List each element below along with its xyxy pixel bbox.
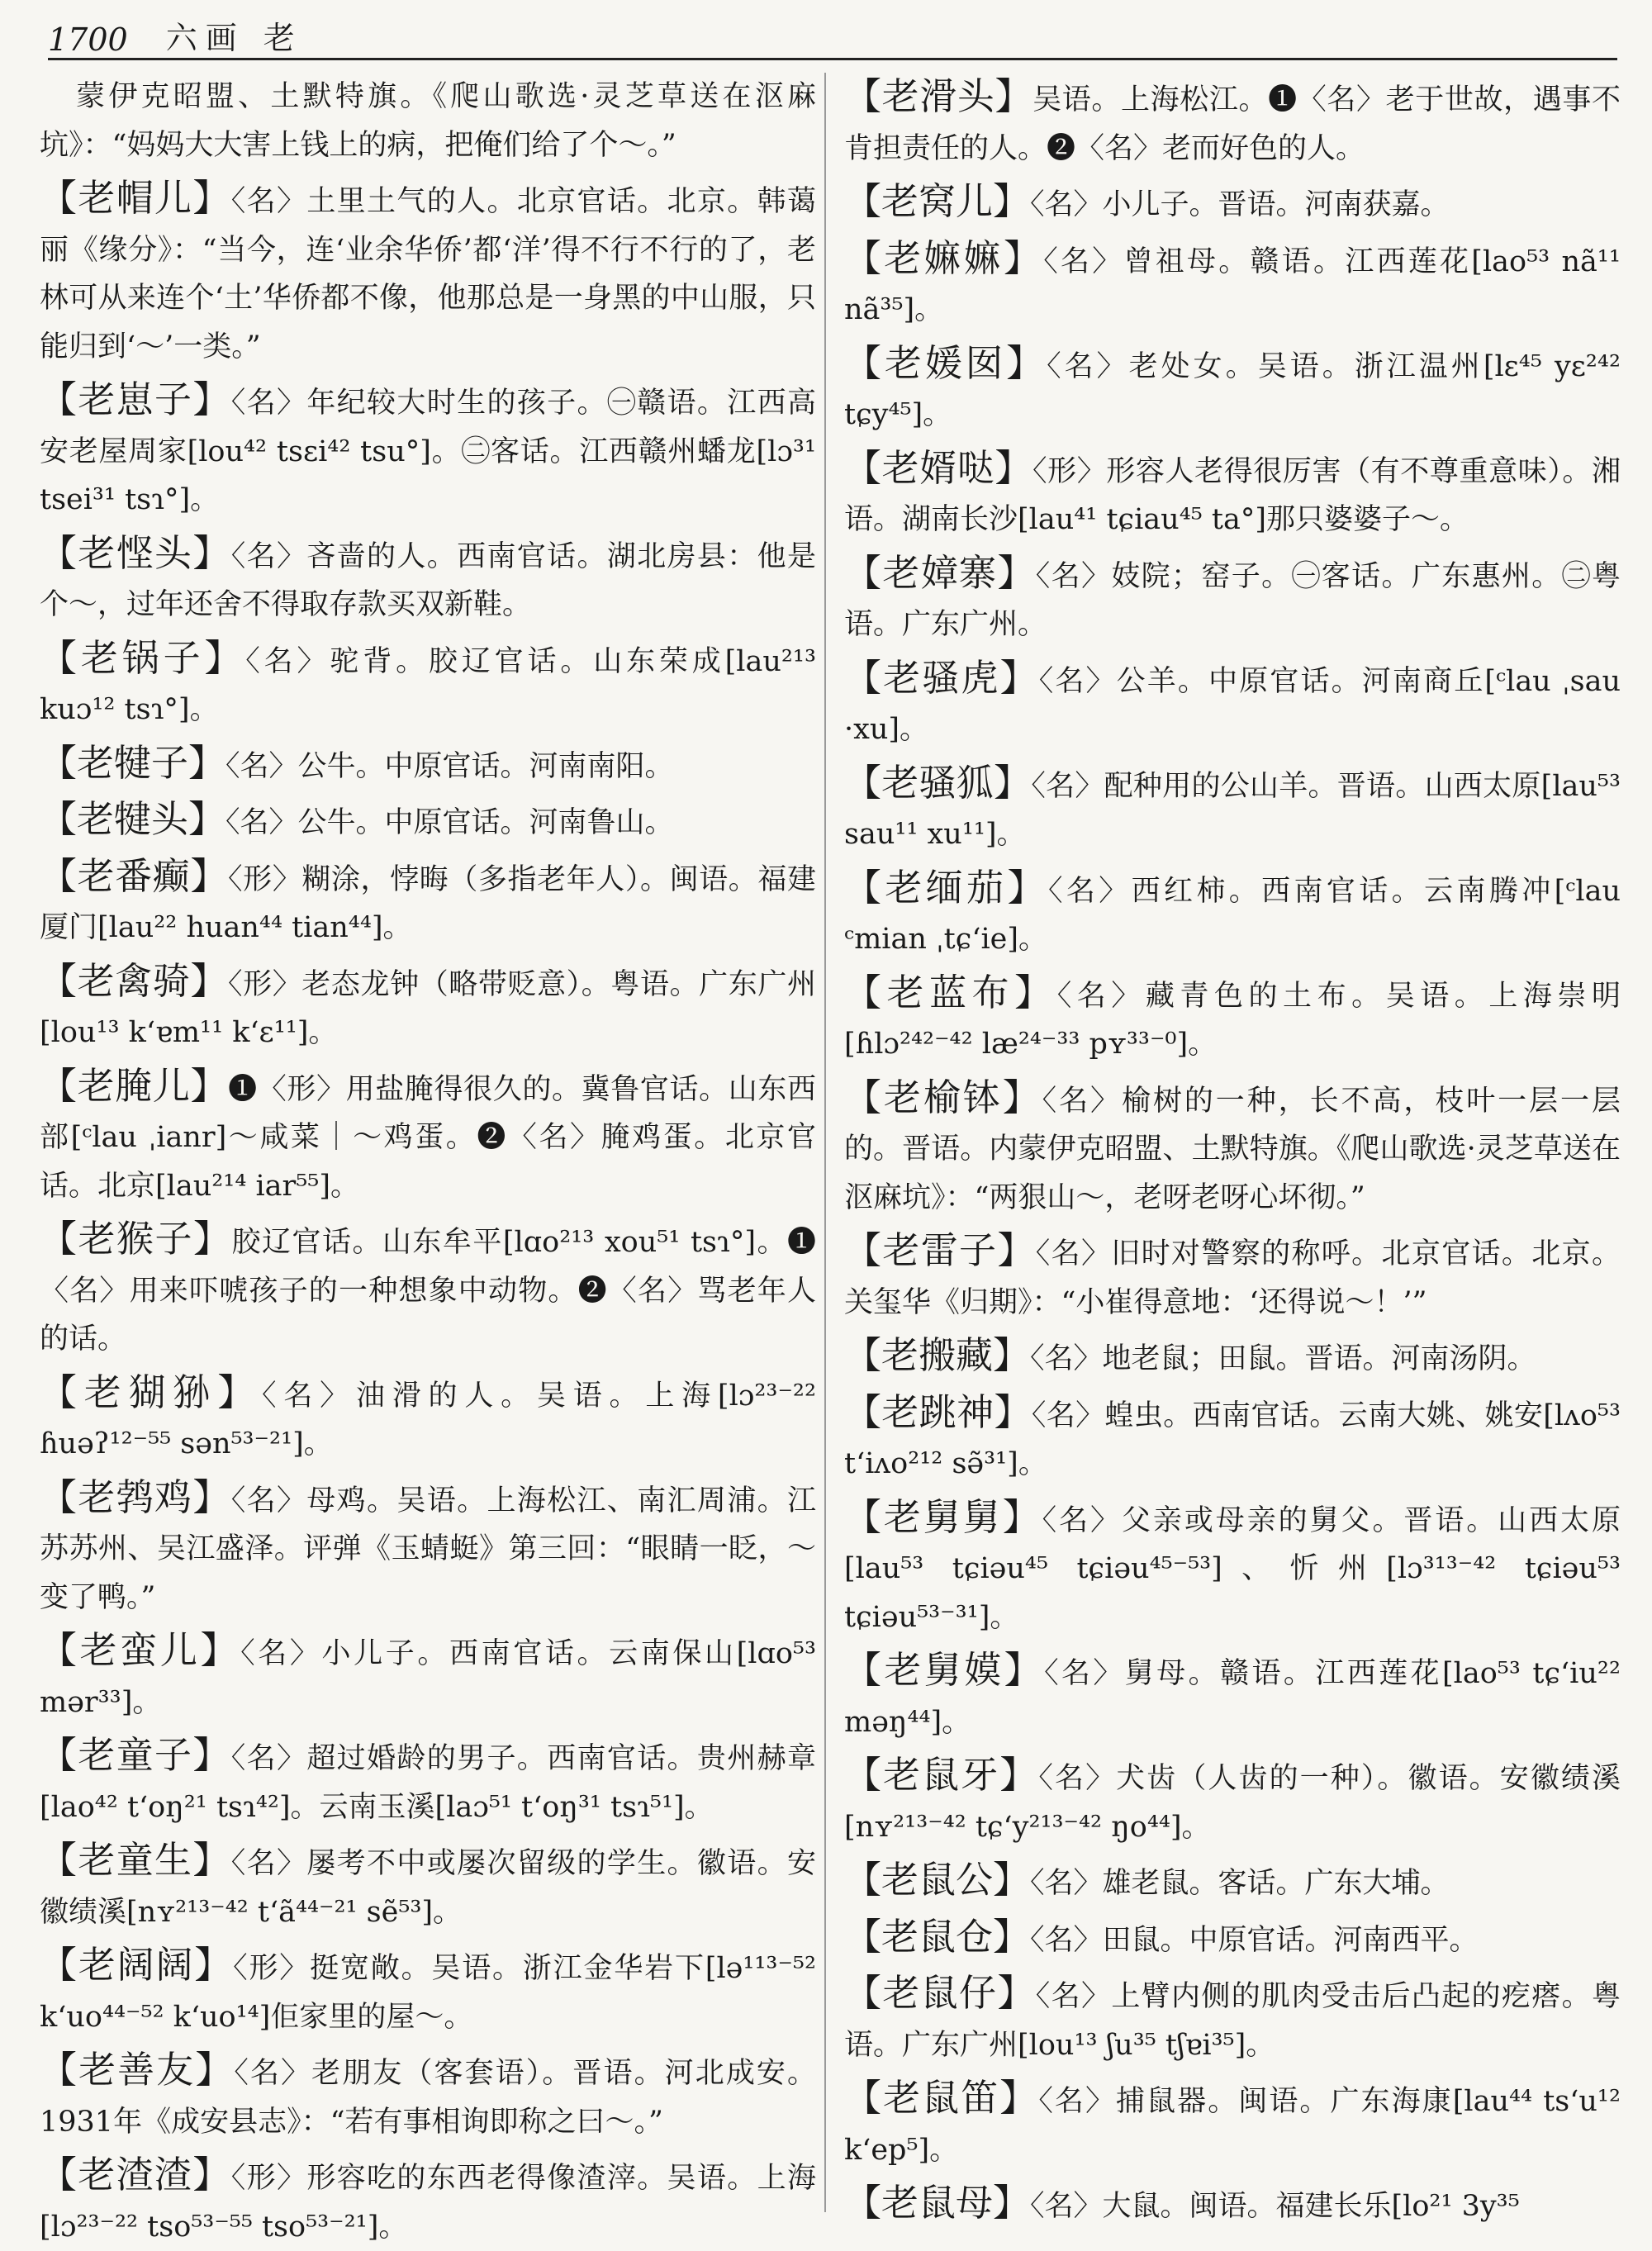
entry-definition: 〈名〉舅母。赣语。江西莲花[lao⁵³ tɕ‘iu²² məŋ⁴⁴]。 (844, 1657, 1621, 1739)
dictionary-entry (844, 1332, 1621, 1384)
right-column (844, 73, 1621, 2225)
entry-definition: 〈形〉形容吃的东西老得像渣滓。吴语。上海[lɔ²³⁻²² tso⁵³⁻⁵⁵ tso⁵³⁻²¹]。 (40, 2162, 816, 2244)
entry-headword: 【老嫜寨】 (844, 550, 1036, 595)
entry-headword: 【老蛮儿】 (40, 1628, 241, 1672)
entry-definition: 〈名〉公牛。中原官话。河南鲁山。 (225, 806, 674, 839)
entry-definition: 〈名〉地老鼠；田鼠。晋语。河南汤阴。 (1030, 1342, 1536, 1375)
entry-definition: 胶辽官话。山东牟平[lɑo²¹³ xou⁵¹ tsɿ°]。❶〈名〉用来吓唬孩子的一种想象中动物。❷〈名〉骂老年人的话。 (40, 1226, 816, 1356)
entry-definition: ❶〈形〉用盐腌得很久的。冀鲁官话。山东西部[ᶜlau ˌianr]～咸菜｜～鸡蛋。❷〈名〉腌鸡蛋。北京官话。北京[lau²¹⁴ iar⁵⁵]。 (40, 1072, 816, 1203)
entry-definition: 〈名〉捕鼠器。闽语。广东海康[lau⁴⁴ ts‘u¹² k‘ep⁵]。 (844, 2085, 1621, 2167)
dictionary-entry (844, 864, 1621, 964)
entry-definition: 〈名〉公牛。中原官话。河南南阳。 (225, 749, 674, 783)
entry-definition: 〈名〉雄老鼠。客话。广东大埔。 (1030, 1867, 1450, 1900)
dictionary-entry (40, 1836, 816, 1936)
entry-definition: 〈名〉驼背。胶辽官话。山东荣成[lau²¹³ kuɔ¹² tsɿ°]。 (40, 644, 816, 726)
entry-headword: 【老童子】 (40, 1733, 231, 1777)
entry-definition: 吴语。上海松江。❶〈名〉老于世故，遇事不肯担责任的人。❷〈名〉老而好色的人。 (844, 83, 1621, 165)
entry-definition: 〈名〉老朋友（客套语）。晋语。河北成安。1931年《成安县志》：“若有事相询即称之曰～。” (40, 2057, 816, 2139)
dictionary-entry (844, 73, 1621, 173)
entry-headword: 【老渣渣】 (40, 2153, 231, 2196)
dictionary-entry (844, 2179, 1621, 2231)
dictionary-entry (40, 1731, 816, 1831)
dictionary-entry (40, 1474, 816, 1622)
entry-headword: 【老猢狲】 (40, 1370, 263, 1414)
entry-headword: 【老猴子】 (40, 1217, 232, 1261)
dictionary-entry (40, 2151, 816, 2251)
dictionary-entry (844, 549, 1621, 649)
entry-definition: 〈名〉小儿子。西南官话。云南保山[lɑo⁵³ mər³³]。 (40, 1637, 816, 1719)
dictionary-entry (844, 1646, 1621, 1746)
dictionary-entry (40, 739, 816, 791)
entry-headword: 【老缅茄】 (844, 865, 1048, 909)
entry-definition: 〈名〉小儿子。晋语。河南获嘉。 (1030, 188, 1450, 221)
entry-headword: 【老番癫】 (40, 853, 228, 898)
dictionary-entry (844, 1751, 1621, 1851)
entry-headword: 【老雷子】 (844, 1228, 1036, 1272)
entry-definition: 〈名〉吝啬的人。西南官话。湖北房县：他是个～，过年还舍不得取存款买双新鞋。 (40, 539, 816, 621)
entry-definition: 〈名〉公羊。中原官话。河南商丘[ᶜlau ˌsau ·xu]。 (844, 664, 1621, 746)
continued-text: 蒙伊克昭盟、土默特旗。《爬山歌选·灵芝草送在沤麻坑》：“妈妈大大害上钱上的病，把俺们给了个～。” (40, 80, 816, 162)
dictionary-entry (40, 530, 816, 629)
entry-headword: 【老崽子】 (40, 378, 231, 421)
entry-definition: 〈名〉超过婚龄的男子。西南官话。贵州赫章[lao⁴² t‘oŋ²¹ tsɿ⁴²]。云南玉溪[laɔ⁵¹ t‘oŋ³¹ tsɿ⁵¹]。 (40, 1742, 816, 1824)
entry-headword: 【老犍子】 (40, 740, 226, 785)
column-divider (824, 73, 826, 2212)
entry-headword: 【老童生】 (40, 1838, 231, 1882)
entry-definition: 〈名〉曾祖母。赣语。江西莲花[lao⁵³ nã¹¹ nã³⁵]。 (844, 245, 1621, 326)
dictionary-entry (40, 795, 816, 848)
entry-definition: 〈形〉老态龙钟（略带贬意）。粤语。广东广州[lou¹³ k‘ɐm¹¹ k‘ɛ¹¹]。 (40, 967, 816, 1049)
entry-headword: 【老婿哒】 (844, 445, 1032, 490)
dictionary-entry (40, 1215, 816, 1364)
dictionary-entry (844, 444, 1621, 544)
entry-headword: 【老舅嫫】 (844, 1648, 1045, 1692)
dictionary-entry (40, 1062, 816, 1211)
entry-definition: 〈名〉土里土气的人。北京官话。北京。韩蔼丽《缘分》：“当今，连‘业余华侨’都‘洋’得不行不行的了，老林可从来连个‘土’华侨都不像，他那总是一身黑的中山服，只能归到‘～’一类。” (40, 185, 816, 363)
dictionary-entry (844, 1074, 1621, 1223)
entry-definition: 〈形〉形容人老得很厉害（有不尊重意味）。湘语。湖南长沙[lau⁴¹ tɕiau⁴⁵ ta°]那只婆婆子～。 (844, 454, 1621, 536)
entry-headword: 【老舅舅】 (844, 1494, 1042, 1539)
left-entry-list (40, 174, 816, 2251)
entry-headword: 【老窝儿】 (844, 179, 1031, 223)
dictionary-entry (844, 1227, 1621, 1327)
entry-definition: 〈名〉上臂内侧的肌肉受击后凸起的疙瘩。粤语。广东广州[lou¹³ ʃu³⁵ tʃɐi³⁵]。 (844, 1980, 1621, 2062)
entry-definition: 〈名〉屡考不中或屡次留级的学生。徽语。安徽绩溪[nʏ²¹³⁻⁴² t‘ã⁴⁴⁻²¹ sẽ⁵³]。 (40, 1847, 816, 1929)
entry-definition: 〈名〉母鸡。吴语。上海松江、南汇周浦。江苏苏州、吴江盛泽。评弹《玉蜻蜓》第三回：“眼睛一眨，～变了鸭。” (40, 1484, 816, 1614)
entry-headword: 【老悭头】 (40, 530, 231, 575)
dictionary-entry (844, 1856, 1621, 1908)
entry-definition: 〈名〉油滑的人。吴语。上海[lɔ²³⁻²² ɦuəʔ¹²⁻⁵⁵ sən⁵³⁻²¹]。 (40, 1379, 816, 1460)
entry-headword: 【老滑头】 (844, 74, 1033, 118)
left-column (40, 73, 816, 2244)
entry-definition: 〈名〉榆树的一种，长不高，枝叶一层一层的。晋语。内蒙伊克昭盟、土默特旗。《爬山歌选·灵芝草送在沤麻坑》：“两狠山～，老呀老呀心坏彻。” (844, 1084, 1621, 1214)
entry-headword: 【老骚虎】 (844, 655, 1039, 700)
entry-headword: 【老锅子】 (40, 635, 246, 680)
entry-definition: 〈名〉大鼠。闽语。福建长乐[lo²¹ 3y³⁵ (1030, 2190, 1520, 2223)
right-entry-list (844, 73, 1621, 2231)
entry-headword: 【老鼠仓】 (844, 1914, 1031, 1959)
entry-definition: 〈名〉旧时对警察的称呼。北京官话。北京。关玺华《归期》：“小崔得意地：‘还得说～！’” (844, 1237, 1621, 1319)
running-head: 六画 老 (165, 20, 303, 56)
entry-headword: 【老嫲嫲】 (844, 235, 1044, 280)
entry-headword: 【老搬藏】 (844, 1333, 1031, 1377)
entry-definition: 〈名〉藏青色的土布。吴语。上海崇明[ɦlɔ²⁴²⁻⁴² læ²⁴⁻³³ pʏ³³⁻⁰]。 (844, 979, 1621, 1061)
dictionary-entry (40, 174, 816, 371)
entry-definition: 〈形〉挺宽敞。吴语。浙江金华岩下[lə¹¹³⁻⁵² k‘uo⁴⁴⁻⁵² k‘uo¹⁴]佢家里的屋～。 (40, 1952, 816, 2034)
entry-headword: 【老犍头】 (40, 797, 226, 841)
entry-headword: 【老鼠笛】 (844, 2076, 1039, 2120)
entry-headword: 【老阔阔】 (40, 1943, 234, 1987)
dictionary-entry (844, 2074, 1621, 2174)
dictionary-entry (844, 340, 1621, 439)
dictionary-entry (40, 852, 816, 952)
page-header (48, 12, 1617, 60)
entry-headword: 【老腌儿】 (40, 1063, 229, 1108)
entry-headword: 【老帽儿】 (40, 176, 231, 220)
dictionary-entry (844, 969, 1621, 1069)
dictionary-entry (40, 1941, 816, 2041)
entry-headword: 【老榆钵】 (844, 1075, 1042, 1119)
dictionary-entry (40, 2046, 816, 2146)
entry-definition: 〈名〉西红柿。西南官话。云南腾冲[ᶜlau ᶜmian ˌtɕ‘ie]。 (844, 874, 1621, 956)
dictionary-entry (40, 1369, 816, 1469)
entry-definition: 〈名〉田鼠。中原官话。河南西平。 (1030, 1923, 1479, 1957)
entry-headword: 【老善友】 (40, 2048, 235, 2092)
page-number: 1700 (48, 21, 128, 58)
entry-definition: 〈名〉年纪较大时生的孩子。㊀赣语。江西高安老屋周家[lou⁴² tsɛi⁴² tsu°]。㊁客话。江西赣州蟠龙[lɔ³¹ tsei³¹ tsɿ°]。 (40, 387, 816, 516)
entry-definition: 〈名〉老处女。吴语。浙江温州[lɛ⁴⁵ yɛ²⁴² tɕy⁴⁵]。 (844, 349, 1621, 431)
entry-headword: 【老鼠母】 (844, 2181, 1031, 2225)
entry-headword: 【老蓝布】 (844, 970, 1057, 1014)
dictionary-entry (844, 1389, 1621, 1489)
entry-headword: 【老禽骑】 (40, 958, 228, 1003)
entry-definition: 〈名〉犬齿（人齿的一种）。徽语。安徽绩溪[nʏ²¹³⁻⁴² tɕ‘y²¹³⁻⁴² ŋo⁴⁴]。 (844, 1762, 1621, 1844)
dictionary-entry (40, 634, 816, 734)
dictionary-entry (844, 1969, 1621, 2069)
dictionary-entry (844, 235, 1621, 335)
entry-definition: 〈名〉蝗虫。西南官话。云南大姚、姚安[lʌo⁵³ t‘iʌo²¹² sə̃³¹]。 (844, 1399, 1621, 1480)
entry-definition: 〈名〉配种用的公山羊。晋语。山西太原[lau⁵³ sau¹¹ xu¹¹]。 (844, 769, 1621, 851)
entry-headword: 【老骚狐】 (844, 760, 1032, 805)
entry-headword: 【老跳神】 (844, 1389, 1032, 1434)
dictionary-entry (844, 178, 1621, 230)
entry-headword: 【老媛囡】 (844, 340, 1047, 385)
entry-headword: 【老鼠公】 (844, 1858, 1031, 1902)
dictionary-entry (844, 759, 1621, 859)
dictionary-entry (844, 654, 1621, 754)
dictionary-entry (40, 376, 816, 525)
entry-headword: 【老鹁鸡】 (40, 1475, 231, 1519)
entry-headword: 【老鼠牙】 (844, 1753, 1039, 1797)
dictionary-entry (40, 957, 816, 1057)
dictionary-entry (40, 1627, 816, 1726)
entry-definition: 〈名〉父亲或母亲的舅父。晋语。山西太原[lau⁵³ tɕiəu⁴⁵ tɕiəu⁴⁵⁻⁵³]、忻州[lɔ³¹³⁻⁴² tɕiəu⁵³ tɕiəu⁵³⁻³¹]。 (844, 1503, 1621, 1634)
entry-headword: 【老鼠仔】 (844, 1971, 1036, 2015)
dictionary-entry (844, 1913, 1621, 1965)
entry-definition: 〈形〉糊涂，悖晦（多指老年人）。闽语。福建厦门[lau²² huan⁴⁴ tian⁴⁴]。 (40, 862, 816, 944)
entry-definition: 〈名〉妓院；窑子。㊀客话。广东惠州。㊁粤语。广东广州。 (844, 559, 1621, 641)
dictionary-entry (844, 1494, 1621, 1642)
